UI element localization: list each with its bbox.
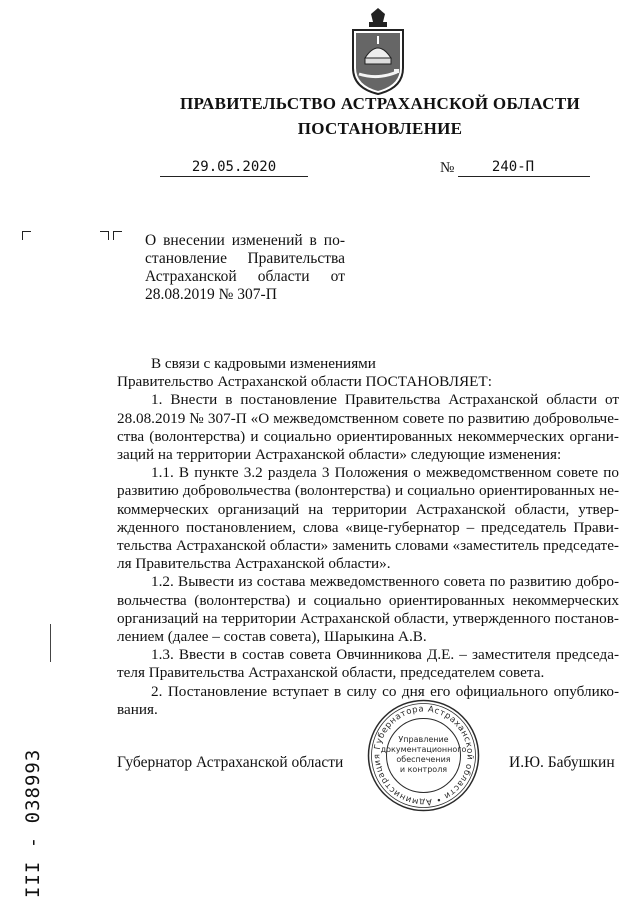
corner-mark-left [22, 231, 31, 240]
number-underline [458, 176, 590, 177]
body-line: 1.1. В пункте 3.2 раздела 3 Положения о межведомственном совете по [151, 464, 619, 482]
subject-line: 28.08.2019 № 307-П [145, 286, 277, 303]
body-line: 28.08.2019 № 307-П «О межведомственном совете по развитию добровольче- [117, 409, 619, 427]
document-body [117, 355, 619, 719]
body-line: 1. Внести в постановление Правительства Астраханской области от [151, 391, 619, 409]
margin-line [50, 624, 51, 662]
signatory-name: И.Ю. Бабушкин [509, 754, 615, 771]
document-type-title: ПОСТАНОВЛЕНИЕ [297, 119, 463, 138]
body-line: ства (волонтерства) и социально ориентированных некоммерческих органи- [117, 427, 619, 445]
corner-mark-right [100, 231, 109, 240]
subject-line: становление Правительства [145, 250, 345, 267]
body-line: В связи с кадровыми изменениями [151, 355, 376, 372]
date-underline [160, 176, 308, 177]
number-label: № [440, 160, 455, 176]
signatory-position: Губернатор Астраханской области [117, 754, 344, 771]
body-line: жденного постановлением, слова «вице-губернатор – председатель Прави- [117, 518, 619, 536]
document-subject [145, 232, 345, 304]
official-stamp [366, 698, 481, 813]
body-line: 1.2. Вывести из состава межведомственного совета по развитию добро- [151, 573, 619, 591]
stamp-center-line: и контроля [399, 765, 448, 774]
corner-mark-right-inner [113, 231, 122, 240]
organization-title: ПРАВИТЕЛЬСТВО АСТРАХАНСКОЙ ОБЛАСТИ [180, 94, 580, 113]
stamp-center-line: документационного [380, 745, 467, 754]
document-date: 29.05.2020 [191, 159, 277, 175]
stamp-ring-text: Губернатора Астраханской области • Администрация [372, 704, 475, 807]
body-line: теля Правительства Астраханской области, председателем совета. [117, 664, 545, 682]
body-line: Правительство Астраханской области ПОСТАНОВЛЯЕТ: [117, 373, 492, 391]
body-line: заций на территории Астраханской области» следующие изменения: [117, 446, 562, 464]
body-line: вольчества (волонтерства) и социально ориентированных некоммерческих [117, 591, 619, 609]
body-line: организаций на территории Астраханской области, утвержденного постанов- [117, 609, 619, 627]
document-number: 240-П [491, 159, 535, 175]
body-line: развитию добровольчества (волонтерства) и социально ориентированных не- [117, 482, 619, 500]
body-line: 1.3. Ввести в состав совета Овчинникова Д.Е. – заместителя председа- [151, 646, 619, 664]
body-line: ля Правительства Астраханской области». [117, 555, 391, 573]
body-line: коммерческих организаций на территории Астраханской области, утвер- [117, 500, 619, 518]
body-line: вания. [117, 700, 158, 718]
stamp-center-line: обеспечения [396, 755, 451, 764]
body-line: тельства Астраханской области» заменить словами «заместитель председате- [117, 537, 619, 555]
subject-line: Астраханской области от [145, 268, 345, 285]
subject-line: О внесении изменений в по- [145, 232, 345, 249]
serial-number: ІІІ - 038993 [22, 748, 44, 898]
coat-of-arms-emblem [347, 8, 409, 96]
body-line: 2. Постановление вступает в силу со дня его официального опублико- [151, 682, 619, 700]
stamp-center-line: Управление [398, 735, 449, 744]
body-line: лением (далее – состав совета), Шарыкина А.В. [117, 628, 427, 646]
